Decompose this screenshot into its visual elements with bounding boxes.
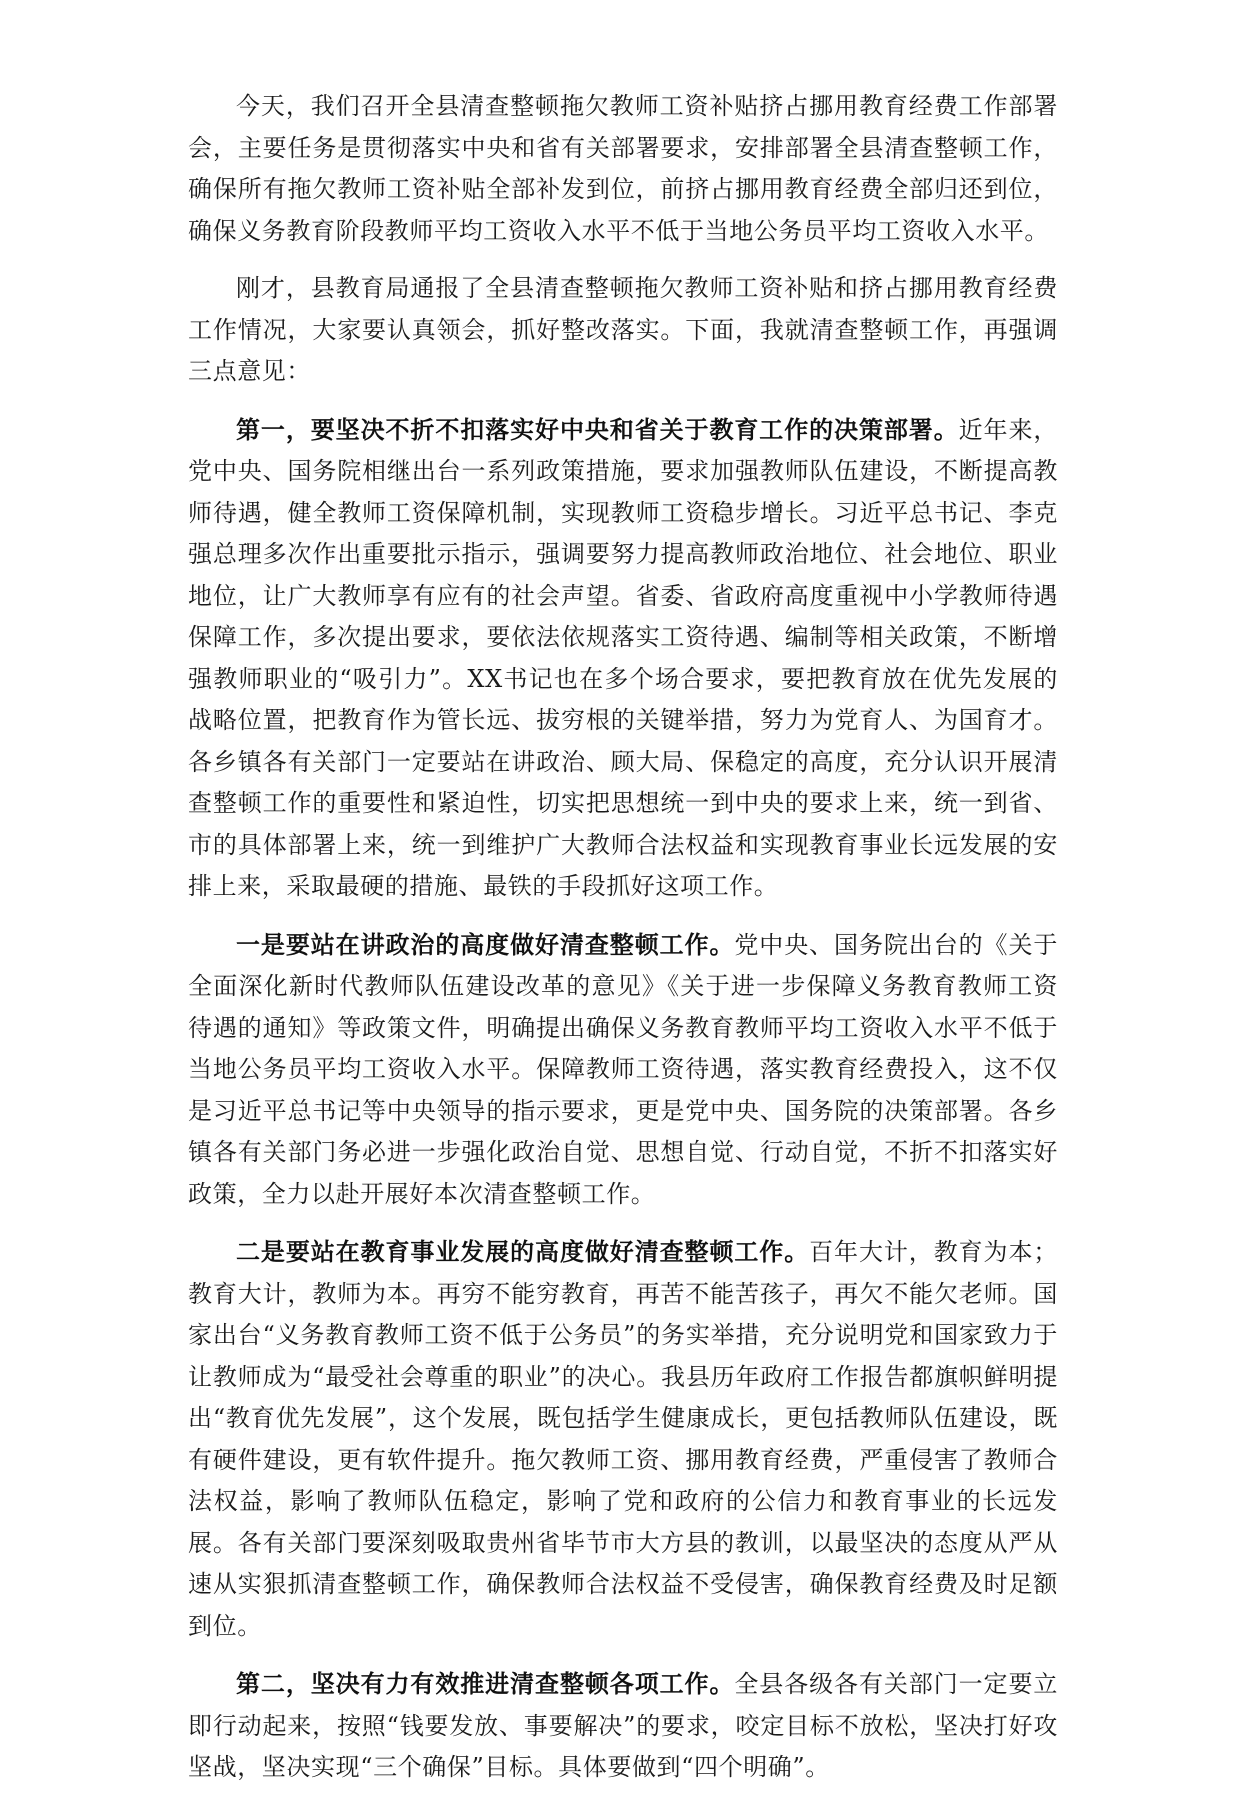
- paragraph-text: 全县各级各有关部门一定要立即行动起来，按照“钱要发放、事要解决”的要求，咬定目标不放松，坚决打好攻坚战，坚决实现“三个确保”目标。具体要做到“四个明确”。: [188, 1670, 1058, 1781]
- paragraph-heading: 第二，坚决有力有效推进清查整顿各项工作。: [236, 1669, 735, 1698]
- paragraph-subpoint-two: [188, 1231, 1058, 1647]
- paragraph-point-one: [188, 409, 1058, 908]
- paragraph-text: 百年大计，教育为本；教育大计，教师为本。再穷不能穷教育，再苦不能苦孩子，再欠不能欠老师。国家出台“义务教育教师工资不低于公务员”的务实举措，充分说明党和国家致力于让教师成为“最受社会尊重的职业”的决心。我县历年政府工作报告都旗帜鲜明提出“教育优先发展”，这个发展，既包括学生健康成长，更包括教师队伍建设，既有硬件建设，更有软件提升。拖欠教师工资、挪用教育经费，严重侵害了教师合法权益，影响了教师队伍稳定，影响了党和政府的公信力和教育事业的长远发展。各有关部门要深刻吸取贵州省毕节市大方县的教训，以最坚决的态度从严从速从实狠抓清查整顿工作，确保教师合法权益不受侵害，确保教育经费及时足额到位。: [188, 1238, 1058, 1640]
- paragraph-point-two: [188, 1663, 1058, 1789]
- paragraph-subpoint-one: [188, 924, 1058, 1216]
- paragraph-text: 党中央、国务院出台的《关于全面深化新时代教师队伍建设改革的意见》《关于进一步保障义务教育教师工资待遇的通知》等政策文件，明确提出确保义务教育教师平均工资收入水平不低于当地公务员平均工资收入水平。保障教师工资待遇，落实教育经费投入，这不仅是习近平总书记等中央领导的指示要求，更是党中央、国务院的决策部署。各乡镇各有关部门务必进一步强化政治自觉、思想自觉、行动自觉，不折不扣落实好政策，全力以赴开展好本次清查整顿工作。: [188, 930, 1058, 1208]
- paragraph-text: 刚才，县教育局通报了全县清查整顿拖欠教师工资补贴和挤占挪用教育经费工作情况，大家要认真领会，抓好整改落实。下面，我就清查整顿工作，再强调三点意见：: [188, 274, 1058, 385]
- paragraph-heading: 第一，要坚决不折不扣落实好中央和省关于教育工作的决策部署。: [236, 414, 959, 444]
- document-page: [188, 86, 1058, 1805]
- paragraph-intro: [188, 268, 1058, 393]
- paragraph-text: 今天，我们召开全县清查整顿拖欠教师工资补贴挤占挪用教育经费工作部署会，主要任务是贯彻落实中央和省有关部署要求，安排部署全县清查整顿工作，确保所有拖欠教师工资补贴全部补发到位，前挤占挪用教育经费全部归还到位，确保义务教育阶段教师平均工资收入水平不低于当地公务员平均工资收入水平。: [188, 92, 1058, 245]
- paragraph-opening: [188, 86, 1058, 252]
- paragraph-text: 近年来，党中央、国务院相继出台一系列政策措施，要求加强教师队伍建设，不断提高教师待遇，健全教师工资保障机制，实现教师工资稳步增长。习近平总书记、李克强总理多次作出重要批示指示，强调要努力提高教师政治地位、社会地位、职业地位，让广大教师享有应有的社会声望。省委、省政府高度重视中小学教师待遇保障工作，多次提出要求，要依法依规落实工资待遇、编制等相关政策，不断增强教师职业的“吸引力”。XX书记也在多个场合要求，要把教育放在优先发展的战略位置，把教育作为管长远、拔穷根的关键举措，努力为党育人、为国育才。各乡镇各有关部门一定要站在讲政治、顾大局、保稳定的高度，充分认识开展清查整顿工作的重要性和紧迫性，切实把思想统一到中央的要求上来，统一到省、市的具体部署上来，统一到维护广大教师合法权益和实现教育事业长远发展的安排上来，采取最硬的措施、最铁的手段抓好这项工作。: [188, 415, 1058, 900]
- paragraph-heading: 一是要站在讲政治的高度做好清查整顿工作。: [236, 929, 735, 959]
- paragraph-heading: 二是要站在教育事业发展的高度做好清查整顿工作。: [236, 1237, 810, 1266]
